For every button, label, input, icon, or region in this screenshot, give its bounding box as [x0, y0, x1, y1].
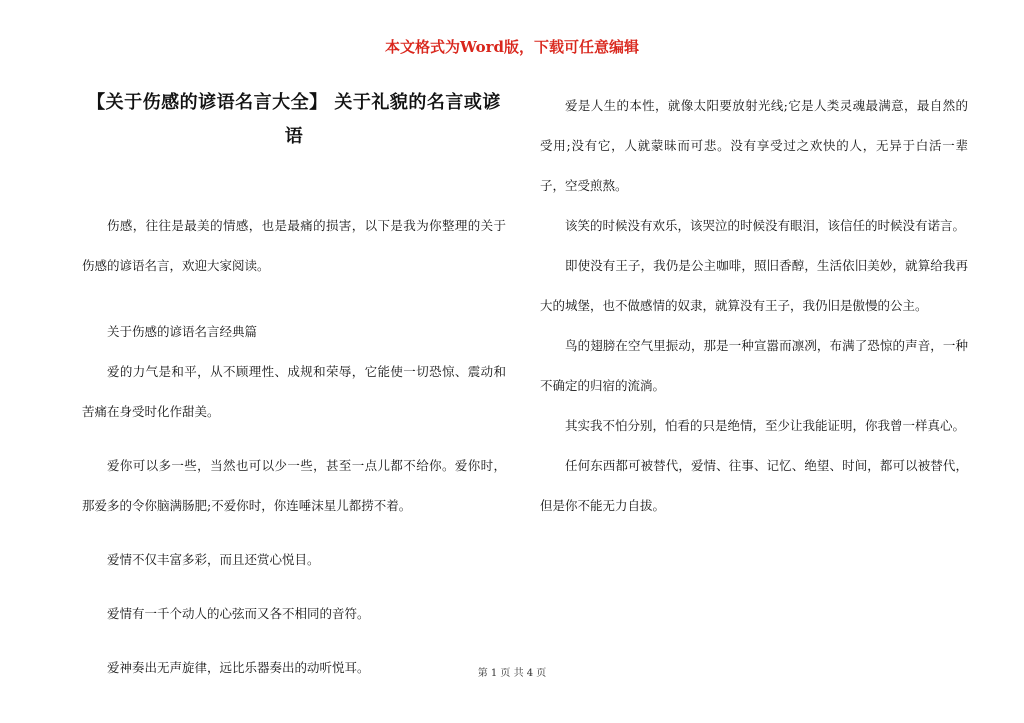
paragraph: 爱情不仅丰富多彩，而且还赏心悦目。 [107, 552, 320, 567]
paragraph: 爱情有一千个动人的心弦而又各不相同的音符。 [107, 606, 370, 621]
document-title: 【关于伤感的谚语名言大全】 关于礼貌的名言或谚语 [87, 92, 501, 147]
paragraph: 即使没有王子，我仍是公主咖啡，照旧香醇，生活依旧美妙，就算给我再大的城堡，也不做感情的奴隶，就算没有王子，我仍旧是傲慢的公主。 [540, 258, 968, 313]
page-number: 第 1 页 共 4 页 [477, 668, 547, 679]
section-heading: 关于伤感的谚语名言经典篇 [107, 324, 258, 339]
paragraph: 任何东西都可被替代，爱情、往事、记忆、绝望、时间，都可以被替代，但是你不能无力自拔。 [540, 458, 968, 513]
paragraph: 鸟的翅膀在空气里振动，那是一种宣嚣而凛冽，布满了恐惊的声音，一种不确定的归宿的流淌。 [540, 338, 968, 393]
right-column [540, 86, 968, 526]
download-note: 本文格式为Word版，下载可任意编辑 [384, 38, 640, 56]
left-column [82, 86, 506, 702]
paragraph: 爱是人生的本性，就像太阳要放射光线;它是人类灵魂最满意，最自然的受用;没有它，人就蒙昧而可悲。没有享受过之欢快的人，无异于白活一辈子，空受煎熬。 [540, 98, 968, 193]
paragraph: 其实我不怕分别，怕看的只是绝情，至少让我能证明，你我曾一样真心。 [565, 418, 966, 433]
paragraph: 爱的力气是和平，从不顾理性、成规和荣辱，它能使一切恐惊、震动和苦痛在身受时化作甜美。 [82, 364, 506, 419]
paragraph: 该笑的时候没有欢乐，该哭泣的时候没有眼泪，该信任的时候没有诺言。 [565, 218, 966, 233]
paragraph: 爱神奏出无声旋律，远比乐器奏出的动听悦耳。 [107, 660, 370, 675]
intro-paragraph: 伤感，往往是最美的情感，也是最痛的损害，以下是我为你整理的关于伤感的谚语名言，欢迎大家阅读。 [82, 218, 506, 273]
paragraph: 爱你可以多一些，当然也可以少一些，甚至一点儿都不给你。爱你时，那爱多的令你脑满肠肥;不爱你时，你连唾沫星儿都捞不着。 [82, 458, 506, 513]
